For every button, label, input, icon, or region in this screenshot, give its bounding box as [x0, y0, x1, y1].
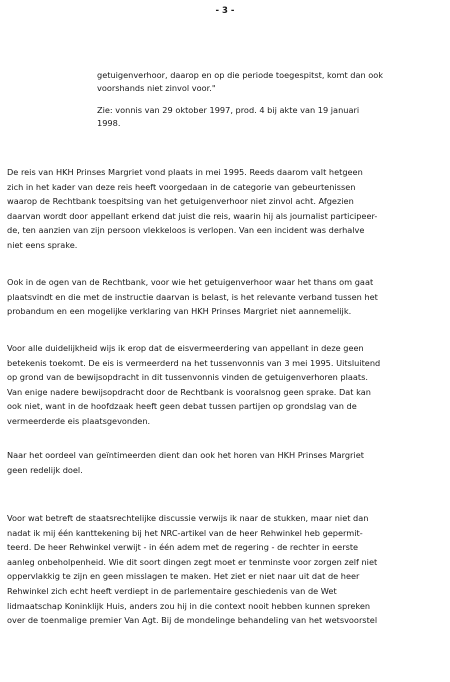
- paragraph-line: plaatsvindt en die met de instructie daarvan is belast, is het relevante verband tussen het: [7, 291, 378, 302]
- citation-line: Zie: vonnis van 29 oktober 1997, prod. 4 bij akte van 19 januari: [97, 105, 360, 115]
- paragraph-line: Rehwinkel zich echt heeft verdiept in de parlementaire geschiedenis van de Wet: [7, 585, 337, 596]
- citation-block: [97, 104, 439, 131]
- quote-line: voorshands niet zinvol voor.": [97, 83, 216, 94]
- paragraph-line: daarvan wordt door appellant erkend dat juist die reis, waarin hij als journalist participeer-: [7, 210, 378, 221]
- paragraph-line: lidmaatschap Koninklijk Huis, anders zou hij in die context nooit hebben kunnen spreken: [7, 600, 371, 611]
- paragraph-line: zich in het kader van deze reis heeft voorgedaan in de categorie van gebeurtenissen: [7, 181, 356, 192]
- paragraph-line: op grond van de bewijsopdracht in dit tussenvonnis vinden de getuigenverhoren plaats.: [7, 372, 369, 383]
- paragraph-line: teerd. De heer Rehwinkel verwijt - in één adem met de regering - de rechter in eerste: [7, 542, 359, 553]
- paragraph-staatsrecht: [7, 511, 443, 628]
- paragraph-rechtbank: [7, 275, 443, 319]
- paragraph-line: Ook in de ogen van de Rechtbank, voor wie het getuigenverhoor waar het thans om gaat: [7, 277, 374, 287]
- paragraph-line: geen redelijk doel.: [7, 464, 83, 475]
- paragraph-line: De reis van HKH Prinses Margriet vond plaats in mei 1995. Reeds daarom valt hetgeen: [7, 167, 363, 177]
- paragraph-line: waarop de Rechtbank toespitsing van het getuigenverhoor niet zinvol acht. Afgezien: [7, 196, 354, 207]
- citation-line: 1998.: [97, 118, 121, 129]
- paragraph-line: de, ten aanzien van zijn persoon vlekkeloos is verlopen. Van een incident was derhalve: [7, 225, 365, 236]
- paragraph-line: oppervlakkig te zijn en geen misslagen te maken. Het ziet er niet naar uit dat de heer: [7, 571, 360, 582]
- paragraph-line: probandum en een mogelijke verklaring van HKH Prinses Margriet niet aannemelijk.: [7, 306, 352, 317]
- paragraph-line: vermeerderde eis plaatsgevonden.: [7, 415, 151, 426]
- paragraph-line: Voor alle duidelijkheid wijs ik erop dat de eisvermeerdering van appellant in deze geen: [7, 343, 364, 353]
- paragraph-line: Naar het oordeel van geïntimeerden dient dan ook het horen van HKH Prinses Margriet: [7, 450, 364, 460]
- paragraph-line: aanleg onbeholpenheid. Wie dit soort dingen zegt moet er tenminste voor zorgen zelf niet: [7, 556, 378, 567]
- paragraph-line: betekenis toekomt. De eis is vermeerderd na het tussenvonnis van 3 mei 1995. Uitsluitend: [7, 357, 381, 368]
- paragraph-line: Voor wat betreft de staatsrechtelijke discussie verwijs ik naar de stukken, maar niet dan: [7, 513, 369, 523]
- paragraph-line: Van enige nadere bewijsopdracht door de Rechtbank is vooralsnog geen sprake. Dat kan: [7, 386, 371, 397]
- quote-block: [97, 69, 439, 96]
- paragraph-oordeel: [7, 448, 443, 477]
- page-number: - 3 -: [215, 6, 235, 16]
- paragraph-eisvermeerdering: [7, 341, 443, 429]
- paragraph-line: niet eens sprake.: [7, 239, 78, 250]
- paragraph-line: over de toenmalige premier Van Agt. Bij de mondelinge behandeling van het wetsvoorstel: [7, 615, 378, 626]
- quote-line: getuigenverhoor, daarop en op die periode toegespitst, komt dan ook: [97, 70, 384, 80]
- paragraph-line: nadat ik mij één kanttekening bij het NRC-artikel van de heer Rehwinkel heb gepermit-: [7, 527, 363, 538]
- paragraph-line: ook niet, want in de hoofdzaak heeft geen debat tussen partijen op grondslag van de: [7, 401, 357, 412]
- paragraph-reis: [7, 165, 443, 253]
